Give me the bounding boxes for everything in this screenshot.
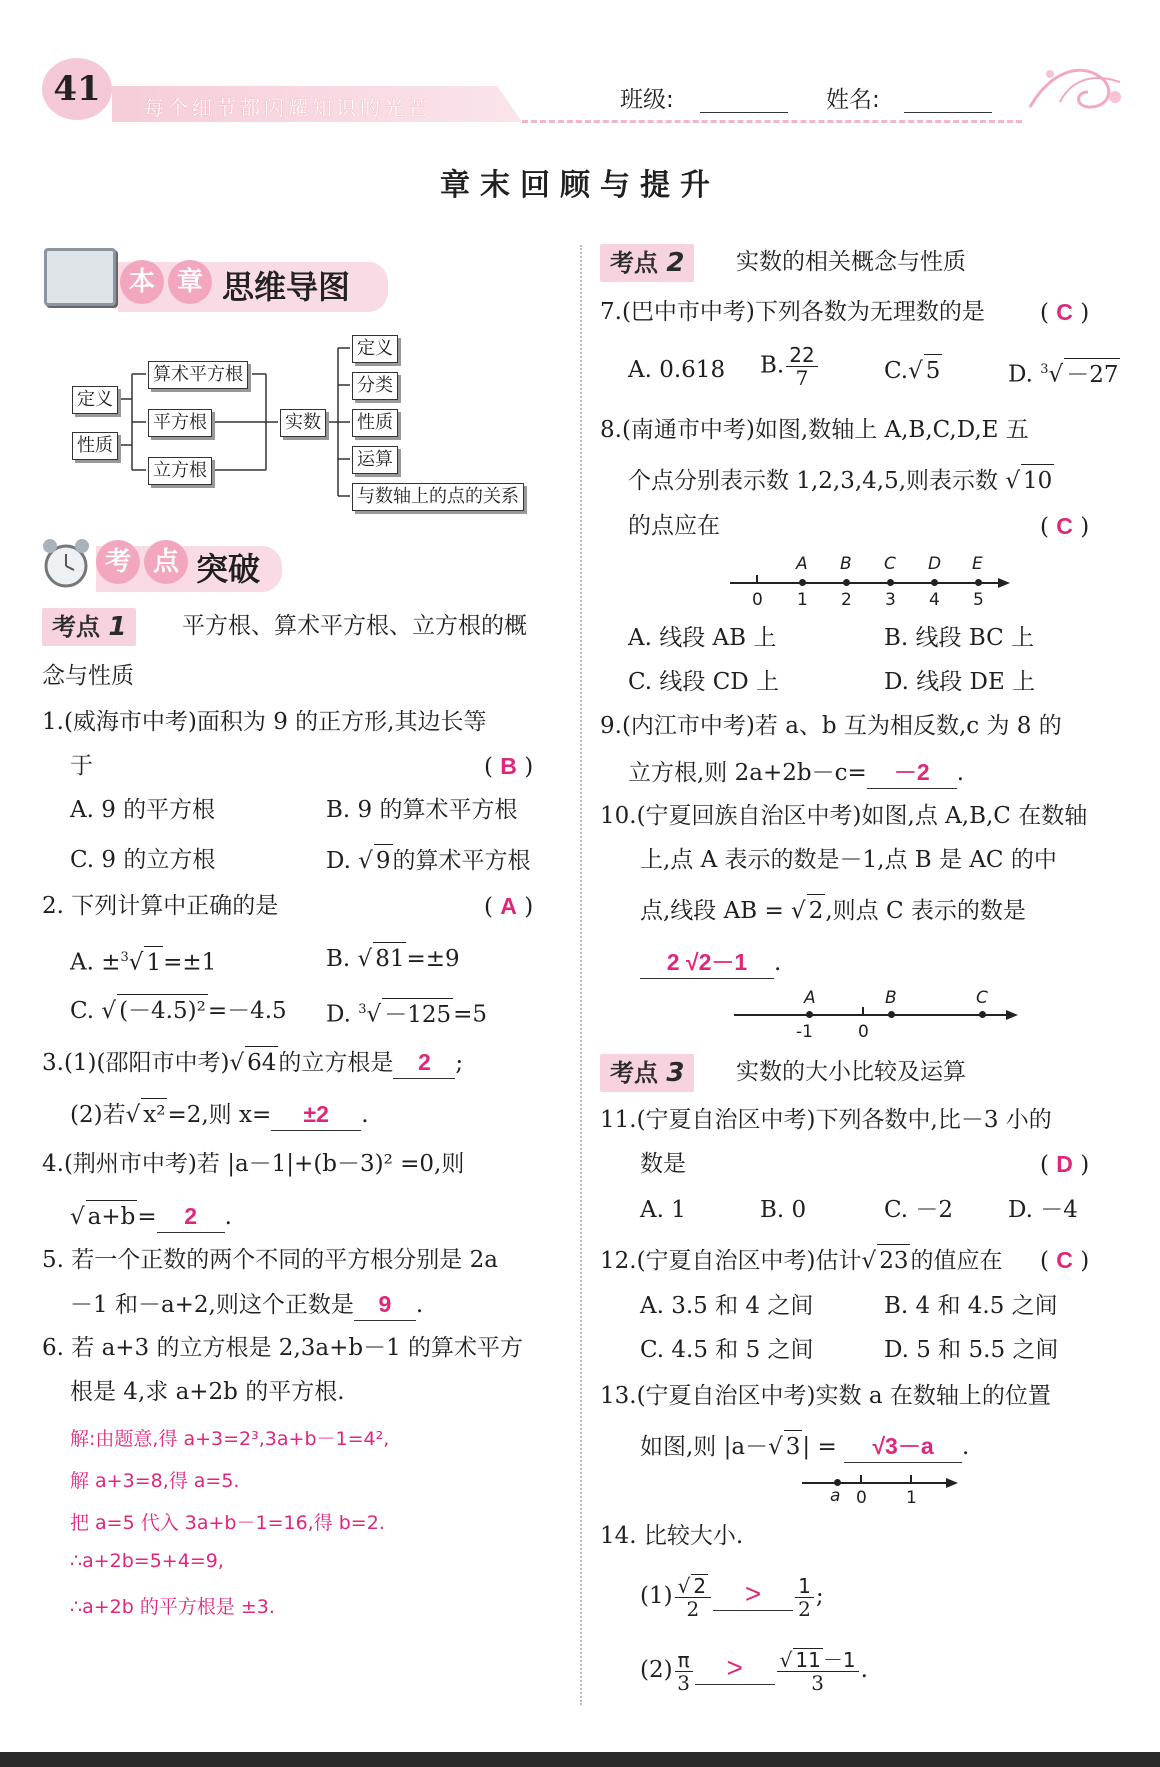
q13-line2: 如图,则 |a－√ 3| = √3－a . — [640, 1430, 969, 1463]
topic3-number: 3 — [666, 1058, 685, 1088]
q10-line4: 2 √2－1 . — [640, 946, 781, 979]
q10-dot-a — [806, 1011, 813, 1018]
q14-1-answer: > — [713, 1578, 793, 1611]
q2-stem: 2. 下列计算中正确的是 — [42, 893, 279, 919]
q7-option-d: D. $^3$√ －27 — [1008, 354, 1120, 391]
q7-option-c-label: C. — [884, 358, 909, 384]
q3-part1-b: 的立方根是 — [278, 1050, 394, 1076]
name-label: 姓名: — [826, 87, 880, 113]
q4-line2: √ a+b= 2 . — [70, 1200, 232, 1233]
q1-option-b: B. 9 的算术平方根 — [326, 797, 518, 823]
name-field[interactable] — [904, 112, 992, 113]
q2-answer: ( A ) — [484, 893, 534, 920]
q13-label-a: a — [830, 1486, 841, 1506]
banner-char-1: 本 — [128, 267, 155, 297]
q8-option-c: C. 线段 CD 上 — [628, 669, 780, 695]
q11-stem: 11.(宁夏自治区中考)下列各数中,比－3 小的 — [600, 1107, 1052, 1133]
bottom-bar — [0, 1752, 1160, 1767]
q6-stem: 6. 若 a+3 的立方根是 2,3a+b－1 的算术平方 — [42, 1335, 524, 1361]
q7-option-c: C.√ 5 — [884, 354, 942, 387]
q10-tick-0 — [862, 1007, 864, 1015]
q3-part1: 3.(1)(邵阳市中考)√ 64的立方根是 2 ; — [42, 1046, 463, 1079]
q13-tick-1 — [910, 1475, 912, 1483]
q8-option-b: B. 线段 BC 上 — [884, 625, 1035, 651]
mindmap-cbrt: 立方根 — [148, 457, 212, 485]
q3-part2: (2)若√ x²=2,则 x= ±2 . — [70, 1098, 369, 1131]
q8-num-2: 2 — [841, 590, 852, 610]
q2-answer-value: A — [500, 893, 517, 919]
q9-answer: －2 — [867, 756, 957, 789]
mindmap-sqrt: 平方根 — [148, 409, 212, 437]
class-label: 班级: — [620, 87, 674, 113]
q11-option-d: D. －4 — [1008, 1197, 1078, 1223]
mindmap-right-property: 性质 — [352, 409, 398, 437]
q7-fraction — [786, 344, 817, 389]
column-divider — [580, 245, 582, 1705]
q7-stem: 7.(巴中市中考)下列各数为无理数的是 — [600, 299, 985, 325]
mindmap-right-definition: 定义 — [352, 335, 398, 363]
alarm-clock-icon — [40, 536, 92, 592]
mindmap-real-numbers: 实数 — [280, 409, 326, 437]
q10-stem-2: 上,点 A 表示的数是－1,点 B 是 AC 的中 — [640, 847, 1057, 873]
q10-stem-3-a: 点,线段 AB = — [640, 898, 784, 924]
q10-label-a: A — [804, 988, 816, 1008]
q6-solution-4: ∴a+2b=5+4=9, — [70, 1550, 224, 1572]
q12-stem-b: 的值应在 — [910, 1248, 1003, 1274]
q8-label-b: B — [840, 554, 852, 574]
q8-tick-0 — [756, 575, 758, 583]
mindmap-right-classification: 分类 — [352, 372, 398, 400]
topic1-label: 考点 — [52, 613, 100, 641]
q6-solution-1: 解:由题意,得 a+3=2³,3a+b－1=4², — [70, 1428, 390, 1450]
q7-option-a: A. 0.618 — [628, 357, 726, 383]
q8-label-c: C — [884, 554, 896, 574]
q1-answer-value: B — [500, 753, 517, 779]
q14-2-answer: > — [695, 1652, 775, 1685]
q13-dot-a — [834, 1479, 841, 1486]
q8-dot-c — [887, 579, 894, 586]
q12-stem-a: 12.(宁夏自治区中考)估计 — [600, 1248, 862, 1274]
q8-option-d: D. 线段 DE 上 — [884, 669, 1036, 695]
q11-answer: ( D ) — [1040, 1151, 1090, 1178]
breakthrough-char-2: 点 — [152, 547, 179, 577]
q3-part1-a: 3.(1)(邵阳市中考) — [42, 1050, 230, 1076]
q13-num-1: 1 — [906, 1488, 917, 1508]
q10-stem: 10.(宁夏回族自治区中考)如图,点 A,B,C 在数轴 — [600, 803, 1088, 829]
flourish-icon — [1020, 52, 1130, 122]
q10-num-neg1: -1 — [796, 1022, 813, 1042]
q13-line2-b: | = — [802, 1434, 837, 1460]
page-number: 41 — [53, 69, 101, 109]
q8-dot-d — [931, 579, 938, 586]
q8-arrow — [998, 578, 1010, 588]
q9-line2-text: 立方根,则 2a+2b－c= — [628, 760, 867, 786]
topic2-tag — [600, 244, 694, 282]
q1-option-a: A. 9 的平方根 — [70, 797, 216, 823]
topic1-title-1: 平方根、算术平方根、立方根的概 — [182, 613, 527, 639]
q3-1-answer: 2 — [393, 1046, 455, 1079]
q12-option-d: D. 5 和 5.5 之间 — [884, 1337, 1059, 1363]
mindmap-left-definition: 定义 — [72, 386, 118, 414]
mindmap-left-property: 性质 — [72, 432, 118, 460]
topic1-number: 1 — [108, 612, 127, 642]
q8-stem: 8.(南通市中考)如图,数轴上 A,B,C,D,E 五 — [600, 417, 1029, 443]
q14-part1: (1) $\frac{√ 2}{2}$ > $\frac{1}{2}$ ; — [640, 1573, 824, 1621]
q1-option-d: D. √ 9的算术平方根 — [326, 844, 531, 877]
q1-answer: ( B ) — [484, 753, 534, 780]
q10-dot-b — [888, 1011, 895, 1018]
q2-option-a: A. ±$^3$√ 1=±1 — [70, 942, 216, 979]
q6-solution-2: 解 a+3=8,得 a=5. — [70, 1470, 240, 1492]
q11-stem-2: 数是 — [640, 1151, 686, 1177]
q10-label-c: C — [976, 988, 988, 1008]
q12-option-b: B. 4 和 4.5 之间 — [884, 1293, 1058, 1319]
q7-fraction-num: 22 — [786, 344, 817, 367]
topic2-number: 2 — [666, 248, 685, 278]
q14-part2-label: (2) — [640, 1657, 673, 1683]
q5-line2-text: －1 和－a+2,则这个正数是 — [70, 1292, 354, 1318]
q10-num-0: 0 — [858, 1022, 869, 1042]
q5-stem: 5. 若一个正数的两个不同的平方根分别是 2a — [42, 1247, 498, 1273]
topic3-title: 实数的大小比较及运算 — [736, 1059, 966, 1085]
q8-label-d: D — [928, 554, 942, 574]
q7-answer: ( C ) — [1040, 299, 1090, 326]
page-title: 章末回顾与提升 — [440, 168, 720, 203]
q13-stem: 13.(宁夏自治区中考)实数 a 在数轴上的位置 — [600, 1383, 1051, 1409]
breakthrough-char-1: 考 — [104, 547, 131, 577]
q13-number-line — [802, 1482, 950, 1484]
q10-dot-c — [979, 1011, 986, 1018]
mindmap-right-numberline: 与数轴上的点的关系 — [352, 483, 524, 511]
q1-option-c: C. 9 的立方根 — [70, 847, 216, 873]
mindmap-arith-sqrt: 算术平方根 — [148, 361, 248, 389]
q8-stem-2: 个点分别表示数 1,2,3,4,5,则表示数 √ 10 — [628, 464, 1054, 497]
topic2-title: 实数的相关概念与性质 — [736, 249, 966, 275]
q8-answer: ( C ) — [1040, 513, 1090, 540]
q14-stem: 14. 比较大小. — [600, 1523, 744, 1549]
topic1-title-2: 念与性质 — [42, 663, 134, 689]
q11-option-b: B. 0 — [760, 1197, 807, 1223]
q12-answer: ( C ) — [1040, 1247, 1090, 1274]
q13-answer: √3－a — [844, 1430, 962, 1463]
topic3-label: 考点 — [610, 1059, 658, 1087]
q11-option-a: A. 1 — [640, 1197, 686, 1223]
q8-num-0: 0 — [752, 590, 763, 610]
q6-solution-5: ∴a+2b 的平方根是 ±3. — [70, 1596, 275, 1618]
class-field[interactable] — [700, 112, 788, 113]
q8-rad: 10 — [1021, 464, 1054, 497]
topic2-label: 考点 — [610, 249, 658, 277]
q7-option-b-label: B. — [760, 352, 785, 379]
banner-heading: 思维导图 — [222, 268, 351, 306]
q13-arrow — [946, 1478, 958, 1488]
q6-stem-2: 根是 4,求 a+2b 的平方根. — [70, 1379, 345, 1405]
q12-option-c: C. 4.5 和 5 之间 — [640, 1337, 814, 1363]
q8-stem-2-text: 个点分别表示数 1,2,3,4,5,则表示数 — [628, 468, 999, 494]
q10-label-b: B — [885, 988, 897, 1008]
q10-stem-3-b: ,则点 C 表示的数是 — [825, 898, 1026, 924]
q5-answer: 9 — [354, 1288, 416, 1321]
mindmap-right-operation: 运算 — [352, 446, 398, 474]
q8-dot-b — [843, 579, 850, 586]
q12-option-a: A. 3.5 和 4 之间 — [640, 1293, 814, 1319]
q2-option-c: C. √ (－4.5)²=－4.5 — [70, 994, 287, 1027]
topic1-tag — [42, 608, 136, 646]
q8-dot-e — [975, 579, 982, 586]
q2-option-b: B. √ 81=±9 — [326, 942, 460, 975]
q8-num-5: 5 — [973, 590, 984, 610]
q8-num-4: 4 — [929, 590, 940, 610]
q7-fraction-den: 7 — [795, 366, 809, 390]
q5-line2: －1 和－a+2,则这个正数是 9 . — [70, 1288, 423, 1321]
q13-tick-0 — [860, 1475, 862, 1483]
q13-line2-a: 如图,则 |a－ — [640, 1434, 769, 1460]
breakthrough-circle-2 — [144, 540, 188, 584]
q3-part2-b: =2,则 x= — [167, 1102, 272, 1128]
q8-num-1: 1 — [797, 590, 808, 610]
q3-part2-a: (2)若 — [70, 1102, 126, 1128]
q10-answer: 2 √2－1 — [640, 946, 774, 979]
q6-solution-3: 把 a=5 代入 3a+b－1=16,得 b=2. — [70, 1512, 385, 1534]
q12-answer-value: C — [1056, 1247, 1073, 1273]
q8-label-e: E — [972, 554, 983, 574]
q14-part1-label: (1) — [640, 1583, 673, 1609]
q8-answer-value: C — [1056, 513, 1073, 539]
q7-answer-value: C — [1056, 299, 1073, 325]
q8-label-a: A — [796, 554, 808, 574]
topic3-tag — [600, 1054, 694, 1092]
q14-part2: (2) $\frac{\pi}{3}$ > $\frac{√ 11 -1}{3}$ . — [640, 1647, 868, 1695]
q1-stem: 1.(威海市中考)面积为 9 的正方形,其边长等 — [42, 709, 487, 735]
q1-stem-2: 于 — [70, 753, 93, 779]
q8-dot-a — [799, 579, 806, 586]
q10-number-line — [734, 1014, 1010, 1016]
q13-num-0: 0 — [856, 1488, 867, 1508]
q11-option-c: C. －2 — [884, 1197, 954, 1223]
q7-option-d-rad: －27 — [1064, 358, 1120, 391]
q8-stem-3: 的点应在 — [628, 513, 720, 539]
q12-stem: 12.(宁夏自治区中考)估计√ 23的值应在 — [600, 1244, 1002, 1277]
q8-option-a: A. 线段 AB 上 — [628, 625, 777, 651]
header-dashes — [522, 120, 1022, 123]
q9-stem: 9.(内江市中考)若 a、b 互为相反数,c 为 8 的 — [600, 713, 1062, 739]
q7-option-b — [760, 344, 820, 389]
q1-option-d-text: 的算术平方根 — [392, 848, 531, 874]
q7-option-c-rad: 5 — [924, 354, 943, 387]
q9-line2: 立方根,则 2a+2b－c= －2 . — [628, 756, 964, 789]
breakthrough-circle-1 — [96, 540, 140, 584]
q2-option-d: D. $^3$√ －125=5 — [326, 994, 487, 1031]
q4-stem: 4.(荆州市中考)若 |a－1|+(b－3)² =0,则 — [42, 1151, 465, 1177]
q8-num-3: 3 — [885, 590, 896, 610]
q7-option-d-label: D. — [1008, 361, 1033, 388]
q10-arrow — [1006, 1010, 1018, 1020]
breakthrough-heading: 突破 — [196, 550, 261, 588]
q3-2-answer: ±2 — [271, 1098, 361, 1131]
q4-answer: 2 — [157, 1200, 225, 1233]
q11-answer-value: D — [1056, 1151, 1073, 1177]
banner-char-2: 章 — [176, 267, 203, 297]
motto: 每个细节都闪耀知识的光芒 — [144, 96, 432, 120]
q8-number-line — [730, 582, 1002, 584]
q10-stem-3: 点,线段 AB = √ 2,则点 C 表示的数是 — [640, 894, 1026, 927]
